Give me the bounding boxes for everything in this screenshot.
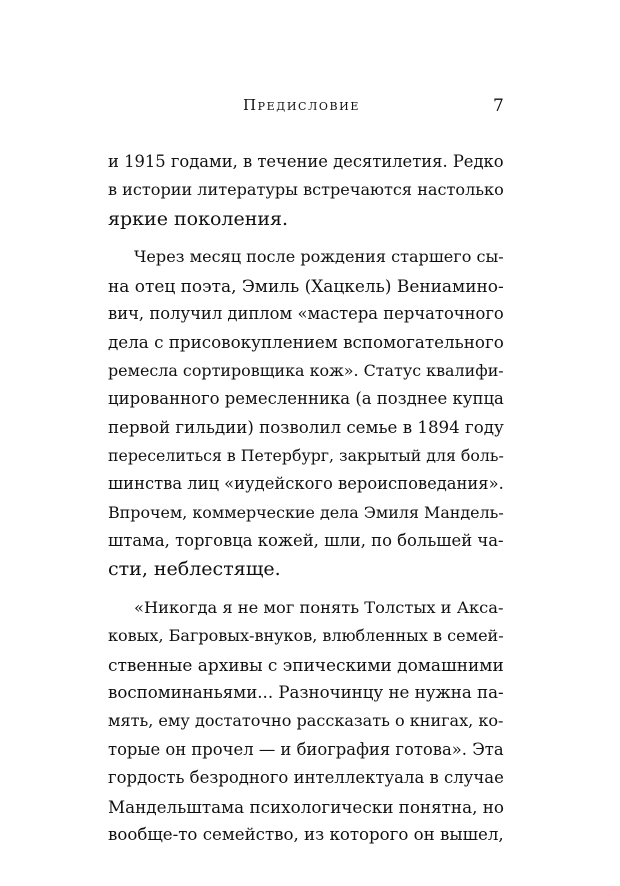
running-head-title: Предисловие (243, 96, 360, 114)
text-line: Мандельштама психологически понятна, но (108, 796, 504, 817)
text-line: сти, неблестяще. (108, 558, 281, 581)
text-line: переселиться в Петербург, закрытый для боль- (108, 445, 504, 465)
paragraph (108, 594, 504, 850)
paragraph (108, 243, 504, 584)
text-line: вообще-то семейство, из которого он вышел, (108, 824, 504, 844)
text-line: и 1915 годами, в течение десятилетия. Редко (108, 152, 504, 171)
text-line: в истории литературы встречаются настолько (108, 180, 504, 200)
text-line: торые он прочел — и биография готова». Эта (108, 739, 504, 759)
text-line: первой гильдии) позволил семье в 1894 году (108, 417, 504, 437)
text-line: вич, получил диплом «мастера перчаточного (108, 303, 504, 323)
body-text (108, 148, 504, 849)
text-line: Впрочем, коммерческие дела Эмиля Мандель- (108, 502, 504, 522)
text-line: на отец поэта, Эмиль (Хацкель) Вениамино- (108, 275, 504, 296)
paragraph (108, 148, 504, 233)
running-head (0, 96, 620, 120)
text-line: «Никогда я не мог понять Толстых и Акса- (134, 597, 504, 617)
text-line: гордость безродного интеллектуала в случае (108, 768, 504, 788)
text-line: мять, ему достаточно рассказать о книгах, ко- (108, 711, 504, 731)
text-line: шинства лиц «иудейского вероисповедания». (108, 474, 504, 494)
text-line: дела с присовокуплением вспомогательного (108, 332, 504, 353)
text-line: ственные архивы с эпическими домашними (108, 654, 504, 675)
text-line: ремесла сортировщика кож». Статус квалифи- (108, 360, 504, 380)
text-line: воспоминаньями... Разночинцу не нужна па- (108, 683, 504, 703)
text-line: Через месяц после рождения старшего сы- (134, 247, 504, 267)
text-line: ковых, Багровых-внуков, влюбленных в семей- (108, 626, 504, 646)
text-line: цированного ремесленника (а позднее купца (108, 389, 504, 409)
page-number: 7 (493, 96, 504, 116)
text-line: штама, торговца кожей, шли, по большей ча- (108, 531, 504, 551)
text-line: яркие поколения. (108, 207, 289, 230)
